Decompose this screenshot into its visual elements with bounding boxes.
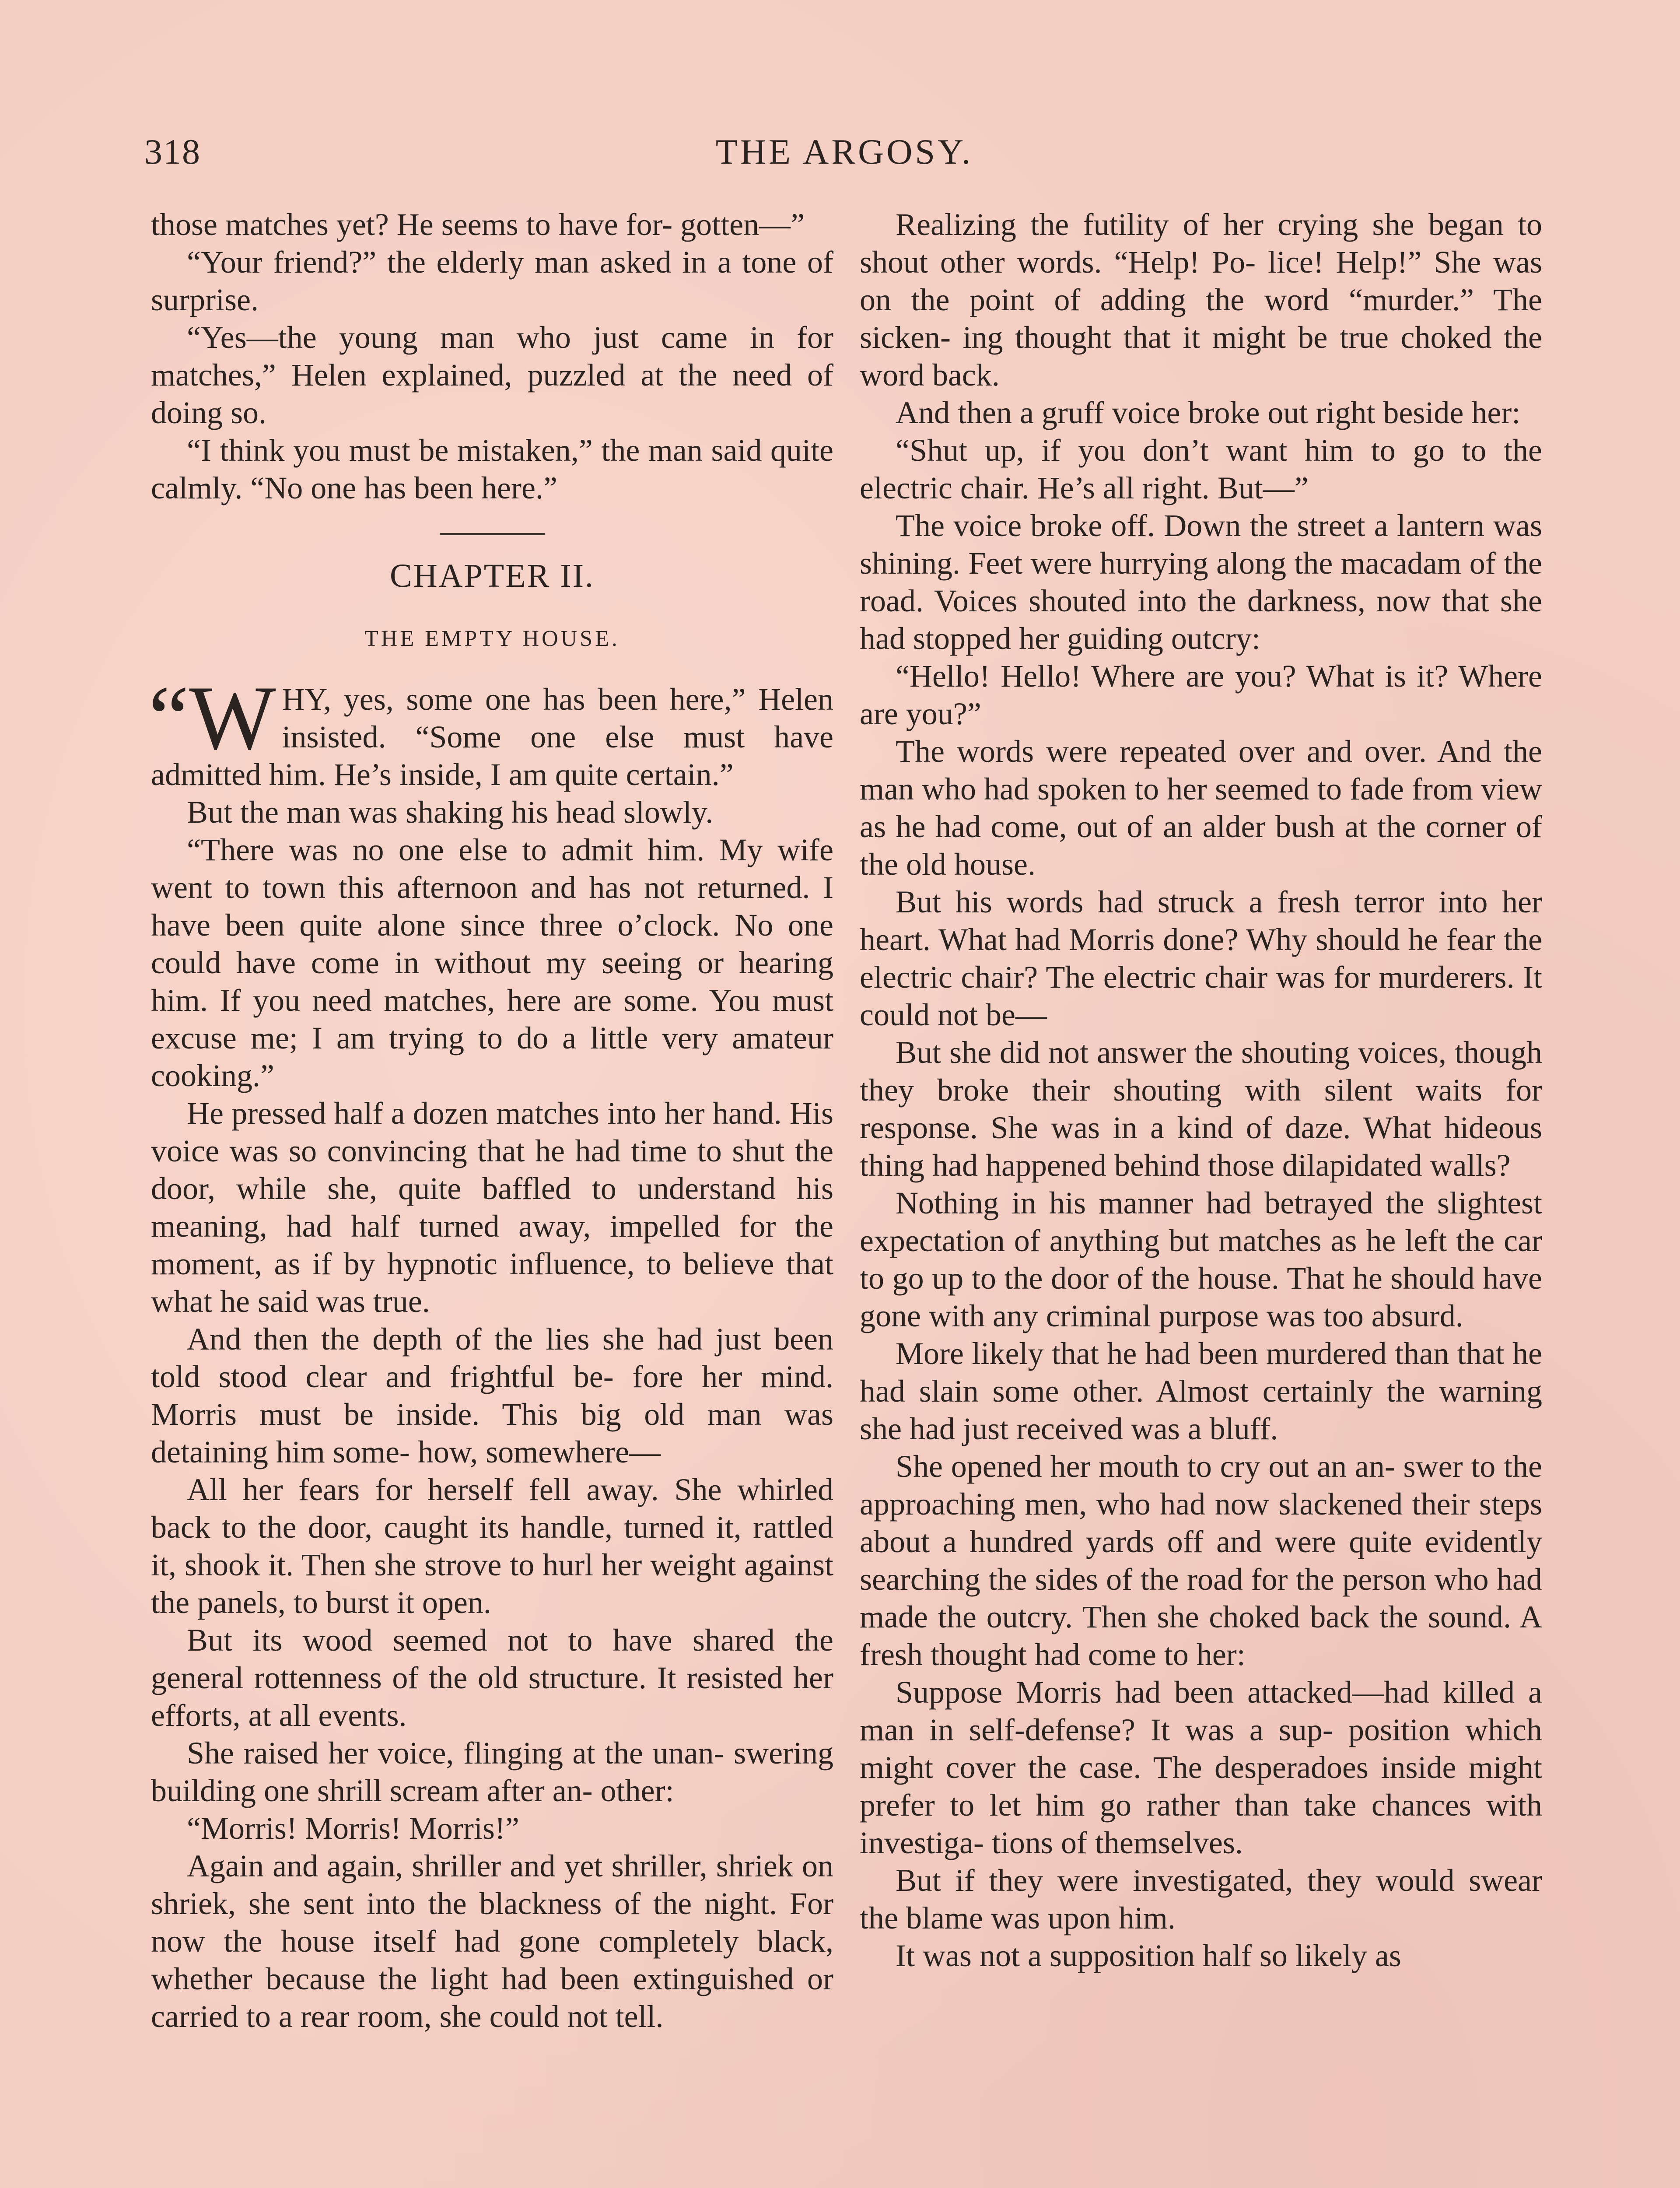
paragraph: And then a gruff voice broke out right beside her:: [896, 395, 1521, 430]
page-number: 318: [144, 132, 201, 172]
paragraph: “Shut up, if you don’t want him to go to the electric chair. He’s all right. But—”: [860, 433, 1542, 505]
left-column: [148, 206, 833, 2035]
drop-cap: [148, 667, 276, 769]
paragraph: But if they were investigated, they would swear the blame was upon him.: [860, 1863, 1542, 1936]
paragraph: Nothing in his manner had betrayed the slightest expectation of anything but matches as he left the car to go up to the door of the house. That he should have gone with any criminal purpose was too absurd.: [860, 1185, 1542, 1333]
paragraph: “I think you must be mistaken,” the man said quite calmly. “No one has been here.”: [151, 433, 833, 505]
paragraph: “Your friend?” the elderly man asked in a tone of surprise.: [151, 245, 833, 317]
paragraph-text: HY, yes, some one has been here,” Helen insisted. “Some one else must have admitted him. He’s inside, I am quite certain.”: [151, 682, 833, 792]
drop-cap-quote: “: [148, 667, 189, 769]
chapter-title: CHAPTER II.: [390, 558, 595, 594]
paragraph: “There was no one else to admit him. My wife went to town this afternoon and has not returned. I have been quite alone since three o’clock. No one could have come in without my seeing or hearing him. If you need matches, here are some. You must excuse me; I am trying to do a little very amateur cooking.”: [151, 832, 833, 1093]
paragraph: Realizing the futility of her crying she began to shout other words. “Help! Po- lice! Help!” She was on the point of adding the word “murder.” The sicken- ing thought that it might be true choked the word back.: [860, 207, 1542, 393]
paragraph: He pressed half a dozen matches into her hand. His voice was so convincing that he had time to shut the door, while she, quite baffled to understand his meaning, had half turned away, impelled for the moment, as if by hypnotic influence, to believe that what he said was true.: [151, 1096, 833, 1319]
paragraph: But its wood seemed not to have shared the general rottenness of the old structure. It resisted her efforts, at all events.: [151, 1623, 833, 1733]
section-divider: [440, 533, 545, 535]
paragraph: But the man was shaking his head slowly.: [187, 795, 714, 830]
paragraph: “Yes—the young man who just came in for matches,” Helen explained, puzzled at the need of doing so.: [151, 320, 833, 430]
paragraph: And then the depth of the lies she had just been told stood clear and frightful be- fore her mind. Morris must be inside. This big old man was detaining him some- how, somewhere—: [151, 1322, 833, 1469]
paragraph: The words were repeated over and over. And the man who had spoken to her seemed to fade from view as he had come, out of an alder bush at the corner of the old house.: [860, 734, 1542, 882]
paragraph: She opened her mouth to cry out an an- swer to the approaching men, who had now slackened their steps about a hundred yards off and were quite evidently searching the sides of the road for the person who had made the outcry. Then she choked back the sound. A fresh thought had come to her:: [860, 1449, 1542, 1672]
page-header: [144, 131, 1544, 184]
chapter-subtitle: THE EMPTY HOUSE.: [364, 626, 620, 651]
paragraph: “Hello! Hello! Where are you? What is it? Where are you?”: [860, 659, 1542, 731]
dropcap-paragraph: [148, 667, 833, 793]
paragraph: Suppose Morris had been attacked—had killed a man in self-defense? It was a sup- position which might cover the case. The desperadoes inside might prefer to let him go rather than take chances with investiga- tions of themselves.: [860, 1675, 1542, 1860]
drop-cap-letter: W: [189, 667, 276, 769]
paragraph: But his words had struck a fresh terror into her heart. What had Morris done? Why should he fear the electric chair? The electric chair was for murderers. It could not be—: [860, 884, 1542, 1032]
running-title: THE ARGOSY.: [715, 132, 973, 172]
paragraph: those matches yet? He seems to have for- gotten—”: [151, 207, 805, 242]
paragraph: The voice broke off. Down the street a lantern was shining. Feet were hurrying along the macadam of the road. Voices shouted into the darkness, now that she had stopped her guiding outcry:: [860, 508, 1542, 656]
right-column: [860, 206, 1542, 1974]
paragraph: “Morris! Morris! Morris!”: [187, 1811, 519, 1846]
paragraph: Again and again, shriller and yet shriller, shriek on shriek, she sent into the blackness of the night. For now the house itself had gone completely black, whether because the light had been extinguished or carried to a rear room, she could not tell.: [151, 1848, 833, 2034]
paragraph: But she did not answer the shouting voices, though they broke their shouting with silent waits for response. She was in a kind of daze. What hideous thing had happened behind those dilapidated walls?: [860, 1035, 1542, 1183]
paragraph: She raised her voice, flinging at the unan- swering building one shrill scream after an- other:: [151, 1736, 833, 1808]
paragraph: It was not a supposition half so likely as: [896, 1938, 1401, 1973]
paragraph: All her fears for herself fell away. She whirled back to the door, caught its handle, turned it, rattled it, shook it. Then she strove to hurl her weight against the panels, to burst it open.: [151, 1472, 833, 1620]
paragraph: More likely that he had been murdered than that he had slain some other. Almost certainly the warning she had just received was a bluff.: [860, 1336, 1542, 1446]
